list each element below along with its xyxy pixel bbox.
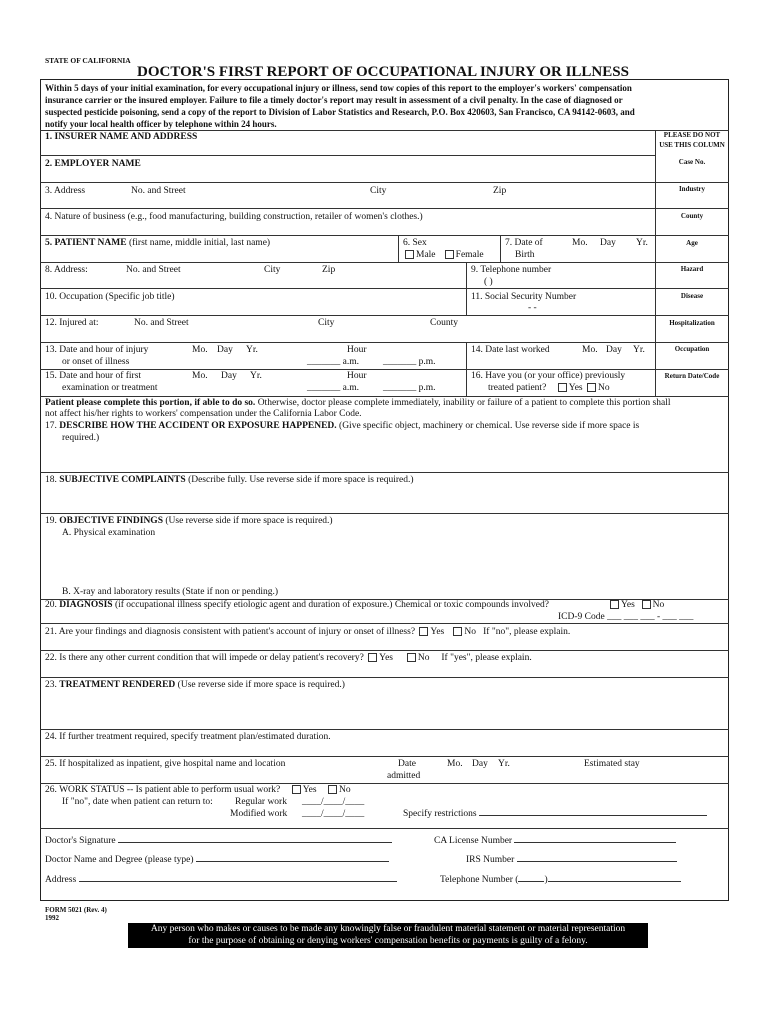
doctor-signature-field[interactable]: Doctor's Signature [45, 836, 392, 846]
male-checkbox[interactable] [405, 250, 414, 259]
side-hazard: Hazard [680, 265, 704, 273]
consistent-yes-checkbox[interactable] [419, 627, 428, 636]
previously-treated-label: 16. Have you (or your office) previously [471, 371, 626, 381]
estimated-stay-field[interactable]: Estimated stay [584, 759, 640, 769]
doctor-telephone-field[interactable]: Telephone Number ( ) [440, 875, 681, 885]
admitted-day: Day [472, 759, 488, 769]
regular-work-date[interactable]: ____/____/____ [302, 797, 365, 807]
form-frame [40, 79, 729, 901]
restrictions-field[interactable]: Specify restrictions [403, 809, 707, 819]
sex-label: 6. Sex [403, 238, 427, 248]
admitted-mo: Mo. [447, 759, 463, 769]
fraud-notice: Any person who makes or causes to be made any knowingly false or fraudulent material statement or material representation for the purpose of obtaining or denying workers' compensation benefits or payments is guilty of a felony. [128, 923, 648, 948]
work-yes-checkbox[interactable] [292, 785, 301, 794]
dob-day: Day [600, 238, 616, 248]
dob-birth-label: Birth [515, 250, 535, 260]
accident-description-line2: required.) [62, 433, 100, 443]
side-case-no: Case No. [678, 158, 706, 166]
side-county: County [680, 212, 704, 220]
ssn-field[interactable]: 11. Social Security Number [471, 292, 577, 302]
condition-no-checkbox[interactable] [407, 653, 416, 662]
side-column-divider [655, 130, 656, 396]
side-age: Age [686, 239, 698, 247]
patient-instruction-line2: not affect his/her rights to workers' compensation under the California Labor Code. [45, 409, 362, 419]
modified-work-label: Modified work [230, 809, 288, 819]
telephone-area-code: ( ) [484, 277, 493, 287]
form-title: DOCTOR'S FIRST REPORT OF OCCUPATIONAL INJURY OR ILLNESS [137, 64, 629, 80]
side-industry: Industry [678, 185, 706, 193]
form-year: 1992 [45, 914, 59, 922]
diagnosis-field[interactable]: 20. DIAGNOSIS (if occupational illness specify etiologic agent and duration of exposure.) Chemical or toxic compounds involved? [45, 600, 549, 610]
state-label: STATE OF CALIFORNIA [45, 56, 131, 65]
doctor-name-field[interactable]: Doctor Name and Degree (please type) [45, 855, 389, 865]
work-status-question: 26. WORK STATUS -- Is patient able to perform usual work? Yes No [45, 785, 351, 795]
patient-instruction: Patient please complete this portion, if able to do so. Otherwise, doctor please complete immediately, inability or failure of a patient to complete this portion shall [45, 398, 671, 408]
side-hospitalization: Hospitalization [669, 319, 715, 327]
telephone-field[interactable]: 9. Telephone number [471, 265, 552, 275]
admitted-yr: Yr. [498, 759, 510, 769]
admitted-date-label: Date [398, 759, 416, 769]
occupation-field[interactable]: 10. Occupation (Specific job title) [45, 292, 175, 302]
form-number: FORM 5021 (Rev. 4) [45, 906, 107, 914]
physical-exam-field[interactable]: A. Physical examination [62, 528, 156, 538]
xray-results-field[interactable]: B. X-ray and laboratory results (State if non or pending.) [62, 587, 279, 597]
nature-of-business-field[interactable]: 4. Nature of business (e.g., food manufacturing, building construction, retailer of women's clothes.) [45, 212, 423, 222]
side-return-date: Return Date/Code [664, 372, 720, 380]
chemical-yes-checkbox[interactable] [610, 600, 619, 609]
insurer-name-field[interactable]: 1. INSURER NAME AND ADDRESS [45, 132, 198, 142]
treatment-plan-field[interactable]: 24. If further treatment required, specify treatment plan/estimated duration. [45, 732, 331, 742]
irs-number-field[interactable]: IRS Number [466, 855, 677, 865]
admitted-label: admitted [387, 771, 421, 781]
modified-work-date[interactable]: ____/____/____ [302, 809, 365, 819]
side-column-heading: PLEASE DO NOT USE THIS COLUMN [659, 131, 725, 149]
sex-options: Male Female [403, 250, 484, 260]
chemical-options: Yes No [608, 600, 664, 610]
side-disease: Disease [680, 292, 704, 300]
side-occupation: Occupation [674, 345, 710, 353]
dob-mo: Mo. [572, 238, 588, 248]
icd9-code-field[interactable]: ICD-9 Code ___ ___ ___ - ___ ___ [558, 612, 694, 622]
accident-description-field[interactable]: 17. DESCRIBE HOW THE ACCIDENT OR EXPOSURE HAPPENED. (Give specific object, machinery or chemical. Use reverse side if more space is [45, 421, 640, 431]
license-number-field[interactable]: CA License Number [434, 836, 676, 846]
previously-treated-options: treated patient? Yes No [488, 383, 610, 393]
doctor-address-field[interactable]: Address [45, 875, 397, 885]
consistency-question: 21. Are your findings and diagnosis consistent with patient's account of injury or onset of illness? Yes No If "no", please explain. [45, 627, 571, 637]
hospital-field[interactable]: 25. If hospitalized as inpatient, give hospital name and location [45, 759, 286, 769]
treated-yes-checkbox[interactable] [558, 383, 567, 392]
dob-yr: Yr. [636, 238, 648, 248]
treated-no-checkbox[interactable] [587, 383, 596, 392]
dob-label: 7. Date of [505, 238, 543, 248]
consistent-no-checkbox[interactable] [453, 627, 462, 636]
female-checkbox[interactable] [445, 250, 454, 259]
other-condition-question: 22. Is there any other current condition that will impede or delay patient's recovery? Yes No If "yes", please explain. [45, 653, 532, 663]
work-no-checkbox[interactable] [328, 785, 337, 794]
objective-findings-field[interactable]: 19. OBJECTIVE FINDINGS (Use reverse side if more space is required.) [45, 516, 333, 526]
chemical-no-checkbox[interactable] [642, 600, 651, 609]
treatment-rendered-field[interactable]: 23. TREATMENT RENDERED (Use reverse side if more space is required.) [45, 680, 345, 690]
ssn-dashes: - - [528, 303, 537, 313]
patient-name-field[interactable]: 5. PATIENT NAME (first name, middle initial, last name) [45, 238, 271, 248]
regular-work-label: Regular work [235, 797, 287, 807]
condition-yes-checkbox[interactable] [368, 653, 377, 662]
return-date-label: If "no", date when patient can return to: [62, 797, 213, 807]
employer-name-field[interactable]: 2. EMPLOYER NAME [45, 159, 141, 169]
subjective-complaints-field[interactable]: 18. SUBJECTIVE COMPLAINTS (Describe fully. Use reverse side if more space is required.) [45, 475, 414, 485]
